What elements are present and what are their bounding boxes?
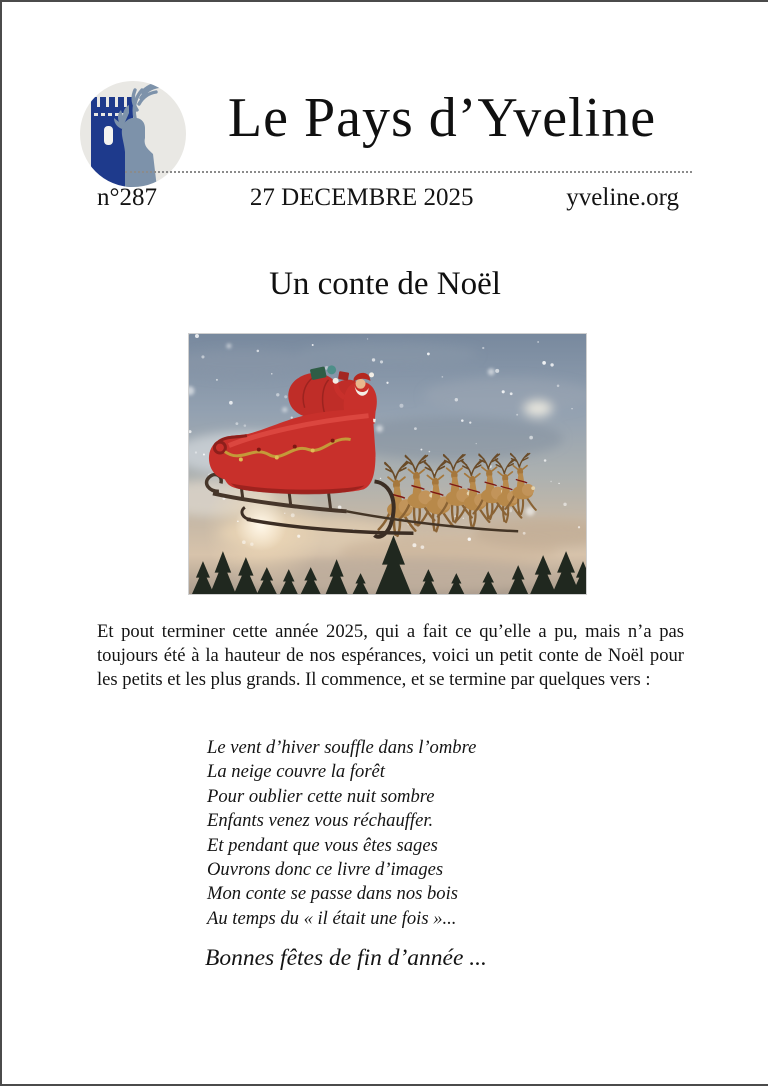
poem	[207, 736, 476, 931]
poem-line: Au temps du « il était une fois »...	[207, 907, 457, 929]
poem-line: Mon conte se passe dans nos bois	[207, 883, 458, 905]
issue-row	[97, 184, 679, 212]
poem-line: Et pendant que vous êtes sages	[207, 834, 438, 856]
poem-line: Le vent d’hiver souffle dans l’ombre	[207, 737, 477, 758]
issue-number: n°287	[97, 184, 157, 211]
poem-line: Pour oublier cette nuit sombre	[207, 785, 435, 807]
poem-line: Ouvrons donc ce livre d’images	[207, 859, 444, 881]
poem-line: Enfants venez vous réchauffer.	[207, 810, 434, 832]
intro-paragraph: Et pout terminer cette année 2025, qui a fait ce qu’elle a pu, mais n’a pas toujours été à la hauteur de nos espérances, voici un petit conte de Noël pour les petits et les plus grands. Il commence, et se termine par quelques vers :	[97, 621, 684, 691]
issue-date: 27 DECEMBRE 2025	[249, 184, 474, 211]
christmas-sleigh-photo	[188, 333, 587, 595]
masthead-rule	[125, 171, 692, 173]
poem-line: La neige couvre la forêt	[207, 761, 385, 783]
website-url: yveline.org	[566, 184, 679, 211]
masthead-title: Le Pays d’Yveline	[227, 87, 657, 149]
closing-line: Bonnes fêtes de fin d’année ...	[205, 945, 487, 971]
gift-box-red	[338, 371, 349, 381]
article-title: Un conte de Noël	[269, 266, 501, 302]
gift-box-teal	[327, 365, 336, 374]
